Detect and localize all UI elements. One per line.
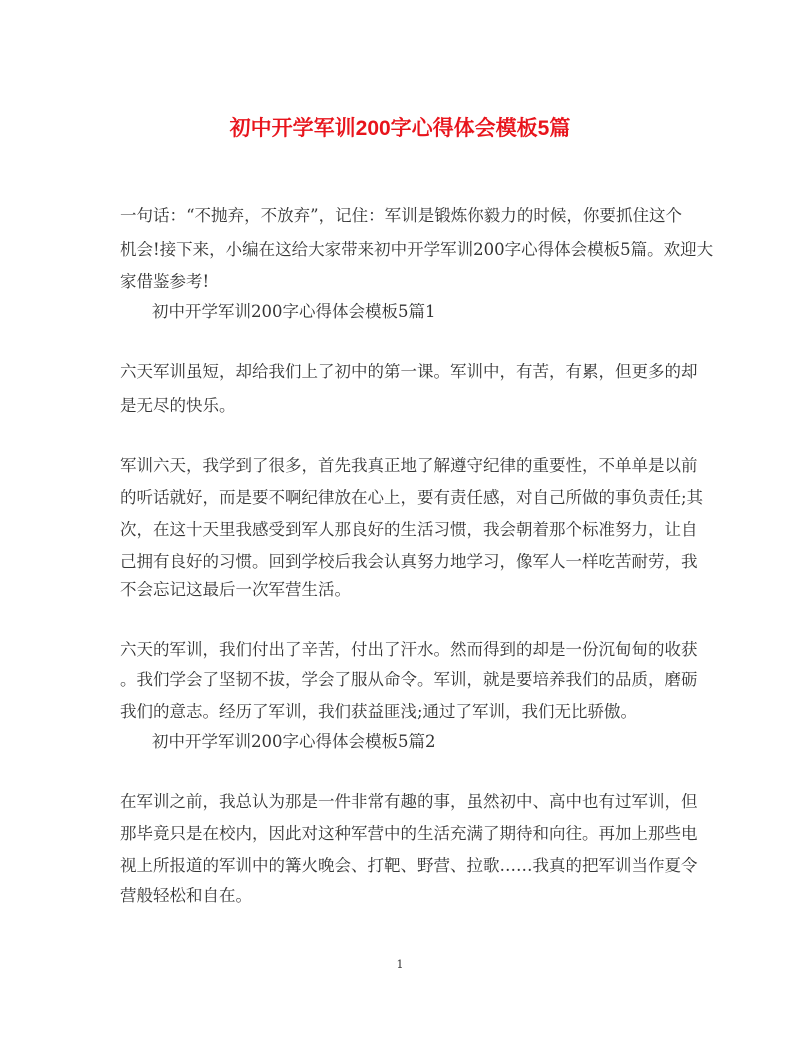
paragraph-line: 六天军训虽短，却给我们上了初中的第一课。军训中，有苦，有累，但更多的却 — [120, 362, 698, 381]
document-title: 初中开学军训200字心得体会模板5篇 — [229, 117, 571, 140]
paragraph-line: 我们的意志。经历了军训，我们获益匪浅;通过了军训，我们无比骄傲。 — [120, 702, 638, 721]
paragraph-line: 六天的军训，我们付出了辛苦，付出了汗水。然而得到的却是一份沉甸甸的收获 — [120, 640, 698, 659]
paragraph-line: 次，在这十天里我感受到军人那良好的生活习惯，我会朝着那个标准努力，让自 — [120, 520, 698, 539]
section-heading-1: 初中开学军训200字心得体会模板5篇1 — [152, 302, 436, 321]
paragraph-line: 。我们学会了坚韧不拔，学会了服从命令。军训，就是要培养我们的品质，磨砺 — [120, 670, 698, 689]
paragraph-line: 在军训之前，我总认为那是一件非常有趣的事，虽然初中、高中也有过军训，但 — [120, 792, 698, 811]
paragraph-line: 己拥有良好的习惯。回到学校后我会认真努力地学习，像军人一样吃苦耐劳，我 — [120, 552, 698, 571]
intro-line: 家借鉴参考! — [120, 272, 210, 291]
page-number: 1 — [396, 958, 404, 971]
paragraph-line: 视上所报道的军训中的篝火晚会、打靶、野营、拉歌……我真的把军训当作夏令 — [120, 856, 698, 875]
paragraph-line: 是无尽的快乐。 — [120, 396, 236, 415]
paragraph-line: 军训六天，我学到了很多，首先我真正地了解遵守纪律的重要性，不单单是以前 — [120, 456, 698, 475]
paragraph-line: 不会忘记这最后一次军营生活。 — [120, 580, 351, 599]
section-heading-2: 初中开学军训200字心得体会模板5篇2 — [152, 732, 436, 751]
paragraph-line: 那毕竟只是在校内，因此对这种军营中的生活充满了期待和向往。再加上那些电 — [120, 824, 698, 843]
paragraph-line: 营般轻松和自在。 — [120, 886, 252, 905]
intro-line: 机会!接下来，小编在这给大家带来初中开学军训200字心得体会模板5篇。欢迎大 — [120, 240, 714, 259]
intro-line: 一句话：“不抛弃，不放弃”，记住：军训是锻炼你毅力的时候，你要抓住这个 — [120, 206, 682, 225]
paragraph-line: 的听话就好，而是要不啊纪律放在心上，要有责任感，对自己所做的事负责任;其 — [120, 488, 704, 507]
